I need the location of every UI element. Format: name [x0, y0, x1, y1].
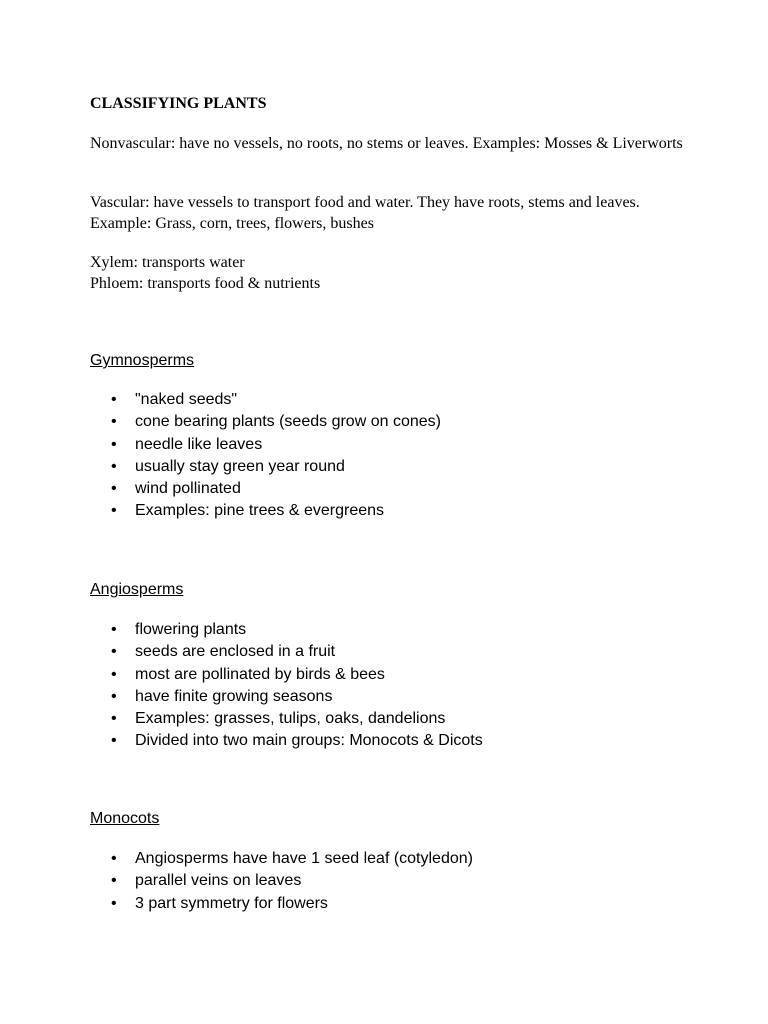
list-item: • Examples: pine trees & evergreens — [90, 500, 710, 522]
section-heading-gymnosperms: Gymnosperms — [90, 352, 195, 369]
list-item: • "naked seeds" — [90, 389, 710, 411]
list-item: • most are pollinated by birds & bees — [90, 664, 710, 686]
list-item: • Divided into two main groups: Monocots & Dicots — [90, 730, 710, 752]
list-item: • Angiosperms have have 1 seed leaf (cotyledon) — [90, 848, 710, 870]
list-item: • have finite growing seasons — [90, 686, 710, 708]
list-item: • seeds are enclosed in a fruit — [90, 641, 710, 663]
phloem-line: Phloem: transports food & nutrients — [90, 275, 321, 292]
list-item: • 3 part symmetry for flowers — [90, 893, 710, 915]
list-item: • Examples: grasses, tulips, oaks, dandelions — [90, 708, 710, 730]
monocots-list — [90, 848, 710, 915]
section-heading-angiosperms: Angiosperms — [90, 581, 184, 598]
list-item: • usually stay green year round — [90, 456, 710, 478]
list-item: • cone bearing plants (seeds grow on cones) — [90, 411, 710, 433]
xylem-line: Xylem: transports water — [90, 254, 245, 271]
vascular-paragraph: Vascular: have vessels to transport food and water. They have roots, stems and leaves. Example: Grass, corn, trees, flowers, bushes — [90, 194, 640, 232]
list-item: • parallel veins on leaves — [90, 870, 710, 892]
list-item: • flowering plants — [90, 619, 710, 641]
page-title: CLASSIFYING PLANTS — [90, 95, 267, 112]
gymnosperms-list — [90, 389, 710, 523]
nonvascular-paragraph: Nonvascular: have no vessels, no roots, no stems or leaves. Examples: Mosses & Liverworts — [90, 135, 683, 152]
angiosperms-list — [90, 619, 710, 753]
list-item: • needle like leaves — [90, 434, 710, 456]
section-heading-monocots: Monocots — [90, 810, 160, 827]
list-item: • wind pollinated — [90, 478, 710, 500]
